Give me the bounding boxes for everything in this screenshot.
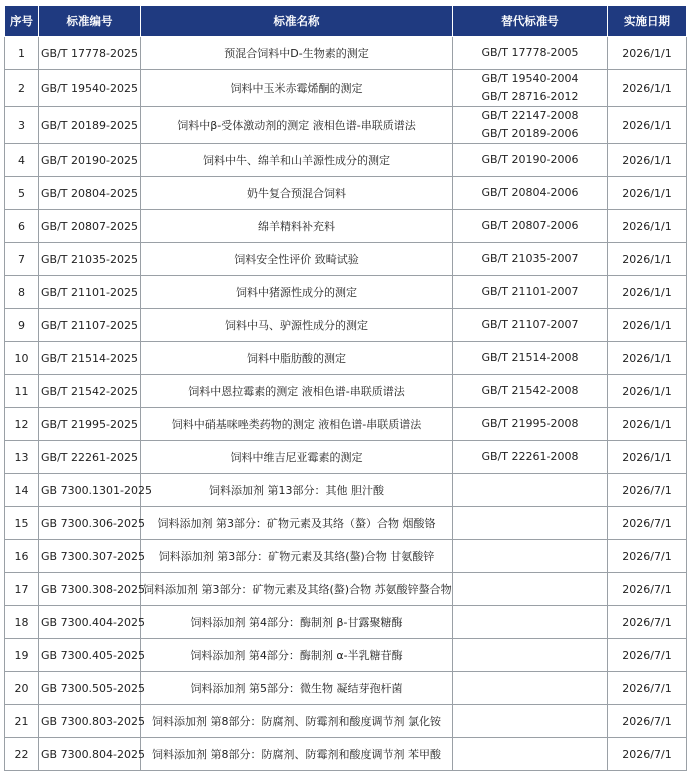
cell-implementation-date: 2026/7/1 <box>608 474 687 507</box>
cell-replaced-standard <box>453 639 608 672</box>
cell-standard-code: GB/T 17778-2025 <box>39 37 141 70</box>
cell-index: 16 <box>5 540 39 573</box>
cell-index: 22 <box>5 738 39 771</box>
cell-standard-name: 饲料添加剂 第3部分：矿物元素及其络（螯）合物 烟酸铬 <box>141 507 453 540</box>
table-header-row <box>5 6 687 37</box>
table-row <box>5 474 687 507</box>
table-row <box>5 107 687 144</box>
cell-standard-name: 饲料添加剂 第8部分：防腐剂、防霉剂和酸度调节剂 苯甲酸 <box>141 738 453 771</box>
cell-replaced-standard <box>453 210 608 243</box>
cell-standard-code: GB/T 21995-2025 <box>39 408 141 441</box>
cell-replaced-standard <box>453 738 608 771</box>
cell-standard-name: 饲料添加剂 第8部分：防腐剂、防霉剂和酸度调节剂 氯化铵 <box>141 705 453 738</box>
replaced-standard-code: GB/T 21101-2007 <box>481 285 579 298</box>
cell-standard-name: 饲料中牛、绵羊和山羊源性成分的测定 <box>141 144 453 177</box>
cell-implementation-date: 2026/7/1 <box>608 507 687 540</box>
cell-implementation-date: 2026/1/1 <box>608 441 687 474</box>
cell-implementation-date: 2026/7/1 <box>608 573 687 606</box>
cell-standard-code: GB/T 21107-2025 <box>39 309 141 342</box>
table-row <box>5 705 687 738</box>
replaced-standard-code: GB/T 17778-2005 <box>481 46 579 59</box>
cell-implementation-date: 2026/7/1 <box>608 672 687 705</box>
table-row <box>5 342 687 375</box>
cell-standard-code: GB/T 20807-2025 <box>39 210 141 243</box>
cell-standard-code: GB 7300.306-2025 <box>39 507 141 540</box>
replaced-standard-code: GB/T 20190-2006 <box>481 153 579 166</box>
cell-standard-name: 饲料中β-受体激动剂的测定 液相色谱-串联质谱法 <box>141 107 453 144</box>
cell-index: 5 <box>5 177 39 210</box>
cell-replaced-standard <box>453 507 608 540</box>
header-replaced-standard: 替代标准号 <box>453 6 608 37</box>
cell-standard-code: GB/T 21514-2025 <box>39 342 141 375</box>
cell-implementation-date: 2026/1/1 <box>608 70 687 107</box>
cell-index: 6 <box>5 210 39 243</box>
cell-standard-code: GB 7300.307-2025 <box>39 540 141 573</box>
cell-index: 12 <box>5 408 39 441</box>
cell-index: 10 <box>5 342 39 375</box>
cell-implementation-date: 2026/7/1 <box>608 540 687 573</box>
cell-index: 20 <box>5 672 39 705</box>
cell-standard-name: 饲料中马、驴源性成分的测定 <box>141 309 453 342</box>
cell-replaced-standard <box>453 107 608 144</box>
cell-replaced-standard <box>453 309 608 342</box>
cell-standard-code: GB/T 20804-2025 <box>39 177 141 210</box>
cell-standard-code: GB/T 21542-2025 <box>39 375 141 408</box>
cell-replaced-standard <box>453 243 608 276</box>
replaced-standard-code: GB/T 21514-2008 <box>481 351 579 364</box>
cell-standard-name: 饲料添加剂 第5部分：微生物 凝结芽孢杆菌 <box>141 672 453 705</box>
cell-index: 9 <box>5 309 39 342</box>
cell-index: 15 <box>5 507 39 540</box>
cell-implementation-date: 2026/7/1 <box>608 738 687 771</box>
table-body <box>5 37 687 771</box>
cell-standard-name: 饲料添加剂 第3部分：矿物元素及其络(螯)合物 甘氨酸锌 <box>141 540 453 573</box>
cell-replaced-standard <box>453 441 608 474</box>
header-standard-name: 标准名称 <box>141 6 453 37</box>
cell-standard-name: 饲料中维吉尼亚霉素的测定 <box>141 441 453 474</box>
cell-replaced-standard <box>453 276 608 309</box>
cell-index: 21 <box>5 705 39 738</box>
cell-standard-name: 预混合饲料中D-生物素的测定 <box>141 37 453 70</box>
cell-implementation-date: 2026/1/1 <box>608 375 687 408</box>
table-row <box>5 276 687 309</box>
cell-index: 17 <box>5 573 39 606</box>
cell-replaced-standard <box>453 177 608 210</box>
cell-replaced-standard <box>453 37 608 70</box>
cell-index: 1 <box>5 37 39 70</box>
cell-standard-code: GB 7300.505-2025 <box>39 672 141 705</box>
cell-standard-code: GB 7300.804-2025 <box>39 738 141 771</box>
cell-replaced-standard <box>453 375 608 408</box>
cell-index: 13 <box>5 441 39 474</box>
cell-index: 2 <box>5 70 39 107</box>
cell-implementation-date: 2026/1/1 <box>608 210 687 243</box>
cell-standard-code: GB 7300.405-2025 <box>39 639 141 672</box>
cell-standard-code: GB/T 22261-2025 <box>39 441 141 474</box>
cell-implementation-date: 2026/7/1 <box>608 639 687 672</box>
table-row <box>5 37 687 70</box>
cell-standard-code: GB/T 20189-2025 <box>39 107 141 144</box>
cell-standard-code: GB 7300.1301-2025 <box>39 474 141 507</box>
cell-standard-name: 饲料中猪源性成分的测定 <box>141 276 453 309</box>
cell-replaced-standard <box>453 606 608 639</box>
cell-implementation-date: 2026/1/1 <box>608 37 687 70</box>
cell-replaced-standard <box>453 573 608 606</box>
table-row <box>5 540 687 573</box>
cell-implementation-date: 2026/1/1 <box>608 342 687 375</box>
table-row <box>5 738 687 771</box>
cell-replaced-standard <box>453 408 608 441</box>
table-row <box>5 408 687 441</box>
header-implementation-date: 实施日期 <box>608 6 687 37</box>
table-row <box>5 144 687 177</box>
cell-standard-code: GB/T 19540-2025 <box>39 70 141 107</box>
replaced-standard-code: GB/T 22261-2008 <box>481 450 579 463</box>
table-row <box>5 507 687 540</box>
cell-implementation-date: 2026/7/1 <box>608 705 687 738</box>
cell-replaced-standard <box>453 342 608 375</box>
replaced-standard-code: GB/T 20189-2006 <box>481 127 579 140</box>
replaced-standard-code: GB/T 21995-2008 <box>481 417 579 430</box>
cell-replaced-standard <box>453 144 608 177</box>
cell-implementation-date: 2026/1/1 <box>608 177 687 210</box>
cell-standard-name: 饲料中脂肪酸的测定 <box>141 342 453 375</box>
cell-standard-name: 饲料安全性评价 致畸试验 <box>141 243 453 276</box>
replaced-standard-code: GB/T 21035-2007 <box>481 252 579 265</box>
replaced-standard-code: GB/T 21542-2008 <box>481 384 579 397</box>
cell-index: 19 <box>5 639 39 672</box>
table-row <box>5 573 687 606</box>
cell-replaced-standard <box>453 705 608 738</box>
replaced-standard-code: GB/T 28716-2012 <box>481 90 579 103</box>
cell-standard-name: 饲料添加剂 第3部分：矿物元素及其络(螯)合物 苏氨酸锌螯合物 <box>141 573 453 606</box>
cell-implementation-date: 2026/1/1 <box>608 309 687 342</box>
cell-implementation-date: 2026/1/1 <box>608 107 687 144</box>
table-row <box>5 309 687 342</box>
cell-standard-code: GB/T 21035-2025 <box>39 243 141 276</box>
table-row <box>5 210 687 243</box>
replaced-standard-code: GB/T 21107-2007 <box>481 318 579 331</box>
table-row <box>5 441 687 474</box>
table-row <box>5 177 687 210</box>
cell-replaced-standard <box>453 540 608 573</box>
cell-standard-code: GB/T 20190-2025 <box>39 144 141 177</box>
replaced-standard-code: GB/T 19540-2004 <box>481 72 579 85</box>
cell-standard-code: GB 7300.404-2025 <box>39 606 141 639</box>
cell-implementation-date: 2026/1/1 <box>608 408 687 441</box>
cell-implementation-date: 2026/1/1 <box>608 144 687 177</box>
header-standard-code: 标准编号 <box>39 6 141 37</box>
cell-replaced-standard <box>453 70 608 107</box>
table-row <box>5 672 687 705</box>
cell-standard-code: GB 7300.308-2025 <box>39 573 141 606</box>
cell-index: 14 <box>5 474 39 507</box>
cell-standard-name: 饲料添加剂 第4部分：酶制剂 α-半乳糖苷酶 <box>141 639 453 672</box>
cell-index: 4 <box>5 144 39 177</box>
table-row <box>5 375 687 408</box>
replaced-standard-code: GB/T 20804-2006 <box>481 186 579 199</box>
cell-index: 7 <box>5 243 39 276</box>
standards-table <box>4 5 687 771</box>
cell-standard-code: GB 7300.803-2025 <box>39 705 141 738</box>
table-row <box>5 70 687 107</box>
table-row <box>5 606 687 639</box>
table-row <box>5 639 687 672</box>
cell-index: 18 <box>5 606 39 639</box>
cell-standard-name: 饲料中恩拉霉素的测定 液相色谱-串联质谱法 <box>141 375 453 408</box>
cell-standard-name: 奶牛复合预混合饲料 <box>141 177 453 210</box>
cell-index: 8 <box>5 276 39 309</box>
cell-replaced-standard <box>453 474 608 507</box>
cell-standard-name: 饲料中硝基咪唑类药物的测定 液相色谱-串联质谱法 <box>141 408 453 441</box>
cell-index: 11 <box>5 375 39 408</box>
cell-implementation-date: 2026/1/1 <box>608 276 687 309</box>
table-row <box>5 243 687 276</box>
cell-implementation-date: 2026/7/1 <box>608 606 687 639</box>
cell-standard-code: GB/T 21101-2025 <box>39 276 141 309</box>
cell-replaced-standard <box>453 672 608 705</box>
replaced-standard-code: GB/T 22147-2008 <box>481 109 579 122</box>
cell-standard-name: 饲料中玉米赤霉烯酮的测定 <box>141 70 453 107</box>
cell-standard-name: 饲料添加剂 第13部分：其他 胆汁酸 <box>141 474 453 507</box>
replaced-standard-code: GB/T 20807-2006 <box>481 219 579 232</box>
header-index: 序号 <box>5 6 39 37</box>
cell-standard-name: 饲料添加剂 第4部分：酶制剂 β-甘露聚糖酶 <box>141 606 453 639</box>
cell-implementation-date: 2026/1/1 <box>608 243 687 276</box>
cell-standard-name: 绵羊精料补充料 <box>141 210 453 243</box>
cell-index: 3 <box>5 107 39 144</box>
